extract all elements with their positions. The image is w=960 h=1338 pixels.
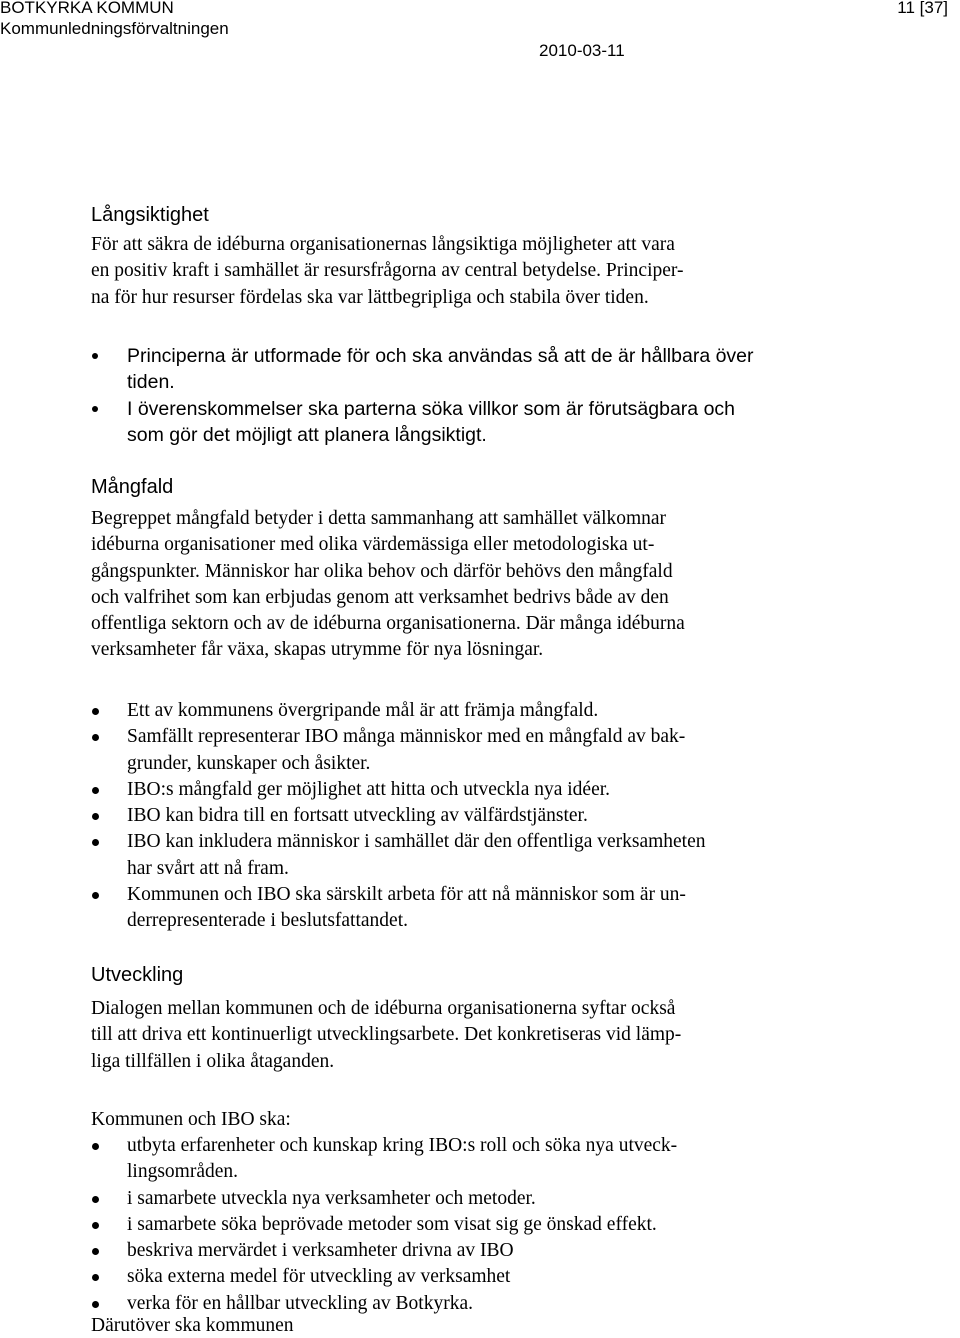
bullet-icon [92, 813, 99, 820]
section-heading-utveckling: Utveckling [91, 964, 184, 986]
text-line: i samarbete utveckla nya verksamheter och metoder. [127, 1187, 536, 1209]
bullet-list-utveckling [91, 1133, 891, 1317]
text-line: grunder, kunskaper och åsikter. [127, 752, 371, 774]
list-item [91, 724, 891, 777]
text-line: en positiv kraft i samhället är resursfrågorna av central betydelse. Principer- [91, 260, 684, 282]
bullet-icon [92, 1196, 99, 1203]
text-line: som gör det möjligt att planera långsiktigt. [127, 423, 487, 446]
list-item [91, 1133, 891, 1186]
list-item [91, 698, 891, 724]
text-line: Principerna är utformade för och ska användas så att de är hållbara över [127, 345, 754, 367]
text-line: Dialogen mellan kommunen och de idéburna organisationerna syftar också [91, 998, 676, 1019]
bullet-icon [92, 1248, 99, 1255]
page-number: 11 [37] [897, 0, 948, 17]
list-item [91, 882, 891, 935]
text-line: utbyta erfarenheter och kunskap kring IBO:s roll och söka nya utveck- [127, 1135, 678, 1156]
text-line: idéburna organisationer med olika värdemässiga eller metodologiska ut- [91, 534, 655, 556]
text-line: na för hur resurser fördelas ska var lättbegripliga och stabila över tiden. [91, 286, 649, 308]
list-item [91, 1264, 891, 1290]
text-line: verksamheter får växa, skapas utrymme för nya lösningar. [91, 639, 544, 661]
text-line: IBO kan inkludera människor i samhället där den offentliga verksamheten [127, 831, 706, 853]
bullet-list-langsiktighet [91, 343, 891, 448]
bullet-icon [92, 406, 98, 412]
bullet-icon [92, 734, 99, 741]
bullet-icon [92, 708, 99, 715]
text-line: beskriva mervärdet i verksamheter drivna av IBO [127, 1240, 514, 1262]
text-line: lingsområden. [127, 1161, 239, 1183]
text-line: tiden. [127, 371, 175, 394]
bullet-icon [92, 1143, 99, 1150]
text-line: gångspunkter. Människor har olika behov och därför behövs den mångfald [91, 560, 673, 582]
bullet-icon [92, 787, 99, 794]
text-line: till att driva ett kontinuerligt utvecklingsarbete. Det konkretiseras vid lämp- [91, 1024, 682, 1046]
text-line: derrepresenterade i beslutsfattandet. [127, 910, 408, 932]
text-line: verka för en hållbar utveckling av Botkyrka. [127, 1292, 474, 1314]
list-item [91, 343, 891, 396]
paragraph-mangfald [91, 506, 851, 664]
list-item [91, 1186, 891, 1212]
list-item [91, 829, 891, 882]
text-line: IBO:s mångfald ger möjlighet att hitta och utveckla nya idéer. [127, 778, 611, 800]
text-line: liga tillfällen i olika åtaganden. [91, 1050, 335, 1072]
list-item [91, 1212, 891, 1238]
text-line: Ett av kommunens övergripande mål är att främja mångfald. [127, 700, 599, 721]
text-line: offentliga sektorn och av de idéburna organisationerna. Där många idéburna [91, 613, 685, 635]
closing-line: Därutöver ska kommunen [91, 1315, 294, 1336]
bullet-icon [92, 1301, 99, 1308]
bullet-icon [92, 892, 99, 899]
paragraph-utveckling [91, 996, 851, 1075]
section-heading-mangfald: Mångfald [91, 476, 174, 498]
text-line: För att säkra de idéburna organisationernas långsiktiga möjligheter att vara [91, 234, 675, 255]
paragraph-langsiktighet [91, 232, 851, 311]
list-item [91, 396, 891, 449]
text-line: i samarbete söka beprövade metoder som visat sig ge önskad effekt. [127, 1213, 657, 1235]
list-lead: Kommunen och IBO ska: [91, 1109, 291, 1130]
bullet-icon [92, 839, 99, 846]
bullet-icon [92, 1222, 99, 1229]
bullet-icon [92, 353, 98, 359]
text-line: I överenskommelser ska parterna söka villkor som är förutsägbara och [127, 397, 736, 420]
text-line: Begreppet mångfald betyder i detta sammanhang att samhället välkomnar [91, 508, 667, 529]
department-name: Kommunledningsförvaltningen [0, 19, 229, 38]
text-line: söka externa medel för utveckling av verksamhet [127, 1266, 511, 1288]
bullet-icon [92, 1274, 99, 1281]
org-name: BOTKYRKA KOMMUN [0, 0, 174, 17]
text-line: och valfrihet som kan erbjudas genom att verksamhet bedrivs både av den [91, 586, 669, 608]
list-item [91, 803, 891, 829]
document-date: 2010-03-11 [539, 41, 625, 60]
section-heading-langsiktighet: Långsiktighet [91, 204, 209, 226]
list-item [91, 1238, 891, 1264]
text-line: IBO kan bidra till en fortsatt utveckling av välfärdstjänster. [127, 805, 588, 827]
text-line: Kommunen och IBO ska särskilt arbeta för att nå människor som är un- [127, 884, 686, 906]
text-line: Samfällt representerar IBO många människor med en mångfald av bak- [127, 726, 686, 748]
bullet-list-mangfald [91, 698, 891, 935]
text-line: har svårt att nå fram. [127, 857, 289, 879]
list-item [91, 777, 891, 803]
